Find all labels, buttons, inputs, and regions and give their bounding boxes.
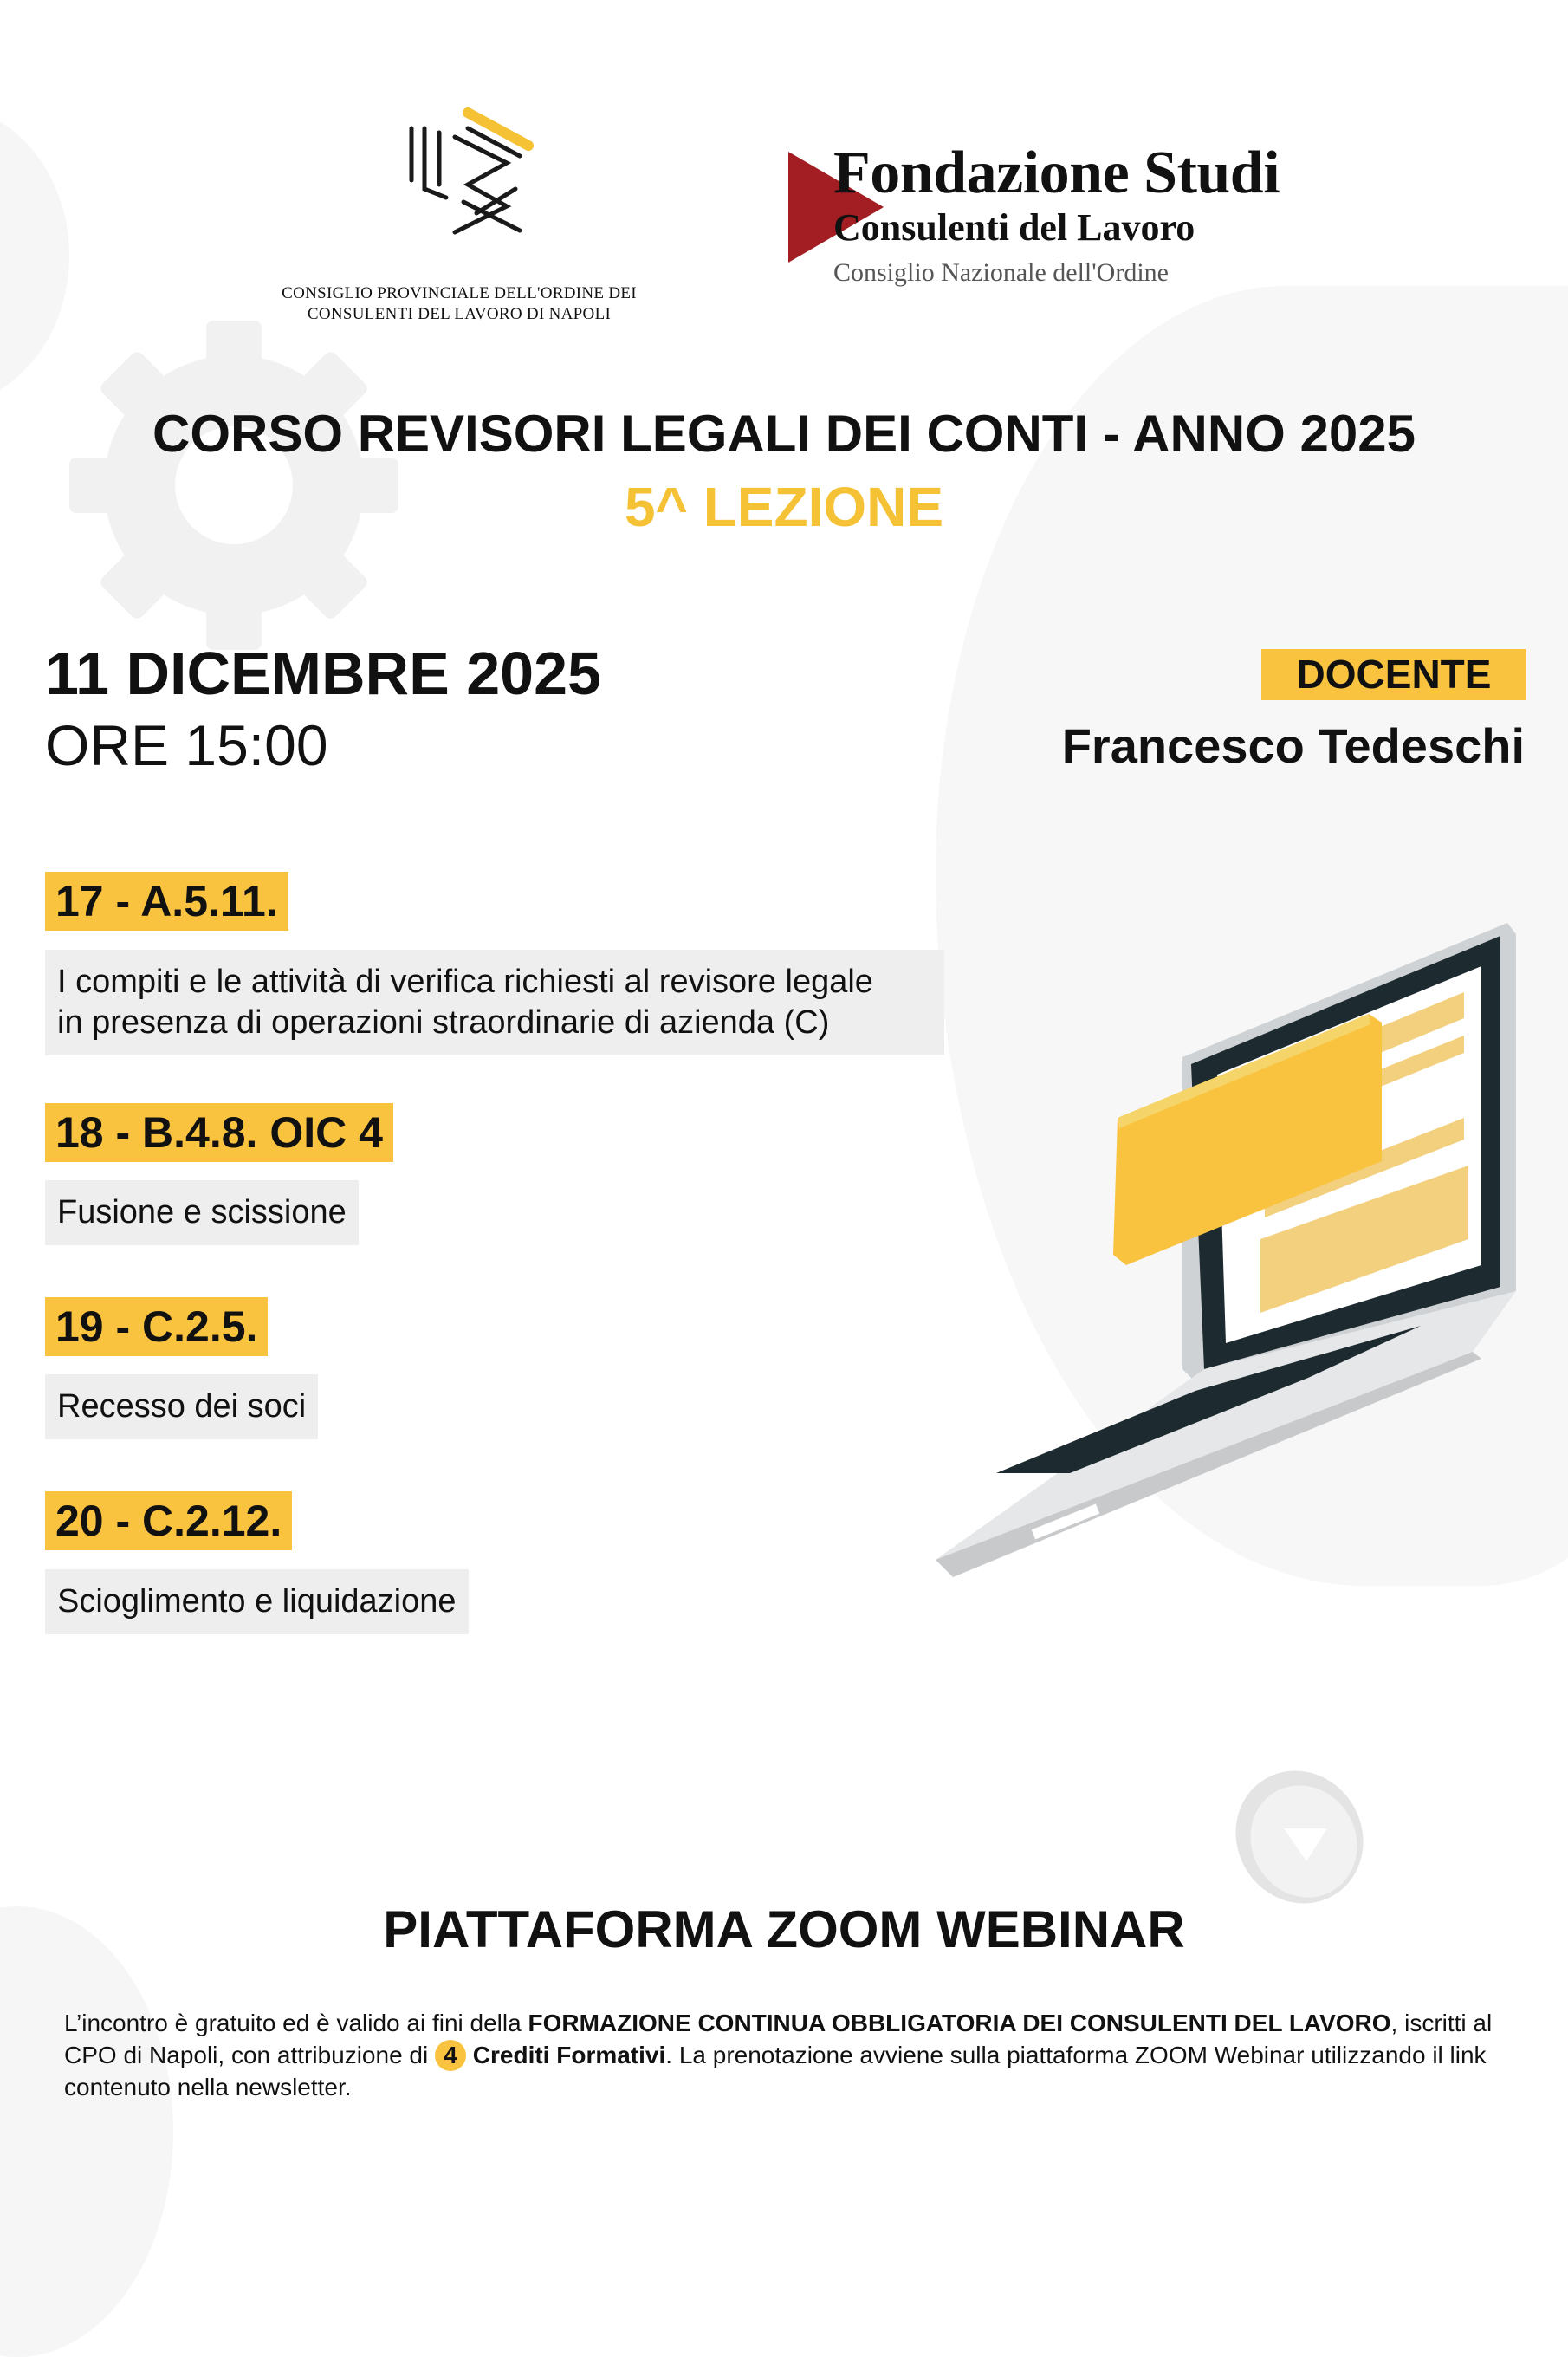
- fondazione-council: Consiglio Nazionale dell'Ordine: [833, 258, 1169, 287]
- docente-badge: DOCENTE: [1261, 649, 1526, 700]
- topic-description: [45, 1569, 469, 1634]
- topic-code: 19 - C.2.5.: [45, 1297, 268, 1356]
- footer-text-part: . La prenotazione avviene sulla piattaforma ZOOM Webinar utilizzando il link contenuto nella newsletter.: [64, 2042, 1487, 2101]
- cpo-caption-line1: CONSIGLIO PROVINCIALE DELL'ORDINE DEI: [282, 284, 637, 302]
- course-title: CORSO REVISORI LEGALI DEI CONTI - ANNO 2025: [152, 405, 1416, 463]
- cpo-napoli-logo-icon: [394, 102, 550, 250]
- topic-description-line: Scioglimento e liquidazione: [57, 1583, 457, 1620]
- topic-code: 17 - A.5.11.: [45, 872, 288, 931]
- fondazione-title: Fondazione Studi: [833, 140, 1280, 206]
- topic-description-line: in presenza di operazioni straordinarie di azienda (C): [57, 1004, 830, 1041]
- footer-text-part: L’incontro è gratuito ed è valido ai fini della: [64, 2010, 528, 2036]
- footer-bold-text: Crediti Formativi: [466, 2042, 666, 2068]
- event-date: 11 DICEMBRE 2025: [45, 640, 601, 707]
- topic-code: 20 - C.2.12.: [45, 1491, 292, 1550]
- footer-text-part: , iscritti al CPO di Napoli, con attribuzione di: [64, 2010, 1493, 2068]
- docente-name: Francesco Tedeschi: [1061, 718, 1525, 773]
- background-blob-bottom-left: [0, 1906, 173, 2357]
- topic-description: [45, 950, 944, 1055]
- platform-title: PIATTAFORMA ZOOM WEBINAR: [383, 1900, 1185, 1958]
- lesson-number: 5^ LEZIONE: [624, 476, 944, 538]
- credits-badge: 4: [435, 2040, 466, 2071]
- event-time: ORE 15:00: [45, 713, 328, 777]
- topic-description-line: I compiti e le attività di verifica richiesti al revisore legale: [57, 964, 873, 1000]
- cpo-caption: [260, 283, 658, 325]
- topic-description: [45, 1374, 318, 1439]
- fondazione-subtitle: Consulenti del Lavoro: [833, 206, 1195, 249]
- footer-text: [64, 2007, 1519, 2103]
- topic-description-line: Recesso dei soci: [57, 1388, 307, 1425]
- footer-bold-text: FORMAZIONE CONTINUA OBBLIGATORIA DEI CONSULENTI DEL LAVORO: [528, 2010, 1391, 2036]
- cpo-caption-line2: CONSULENTI DEL LAVORO DI NAPOLI: [307, 305, 612, 323]
- topic-code: 18 - B.4.8. OIC 4: [45, 1103, 393, 1162]
- laptop-illustration-icon: [918, 910, 1525, 1586]
- topic-description: [45, 1180, 359, 1245]
- topic-description-line: Fusione e scissione: [57, 1194, 347, 1230]
- play-button-icon: [1230, 1768, 1369, 1906]
